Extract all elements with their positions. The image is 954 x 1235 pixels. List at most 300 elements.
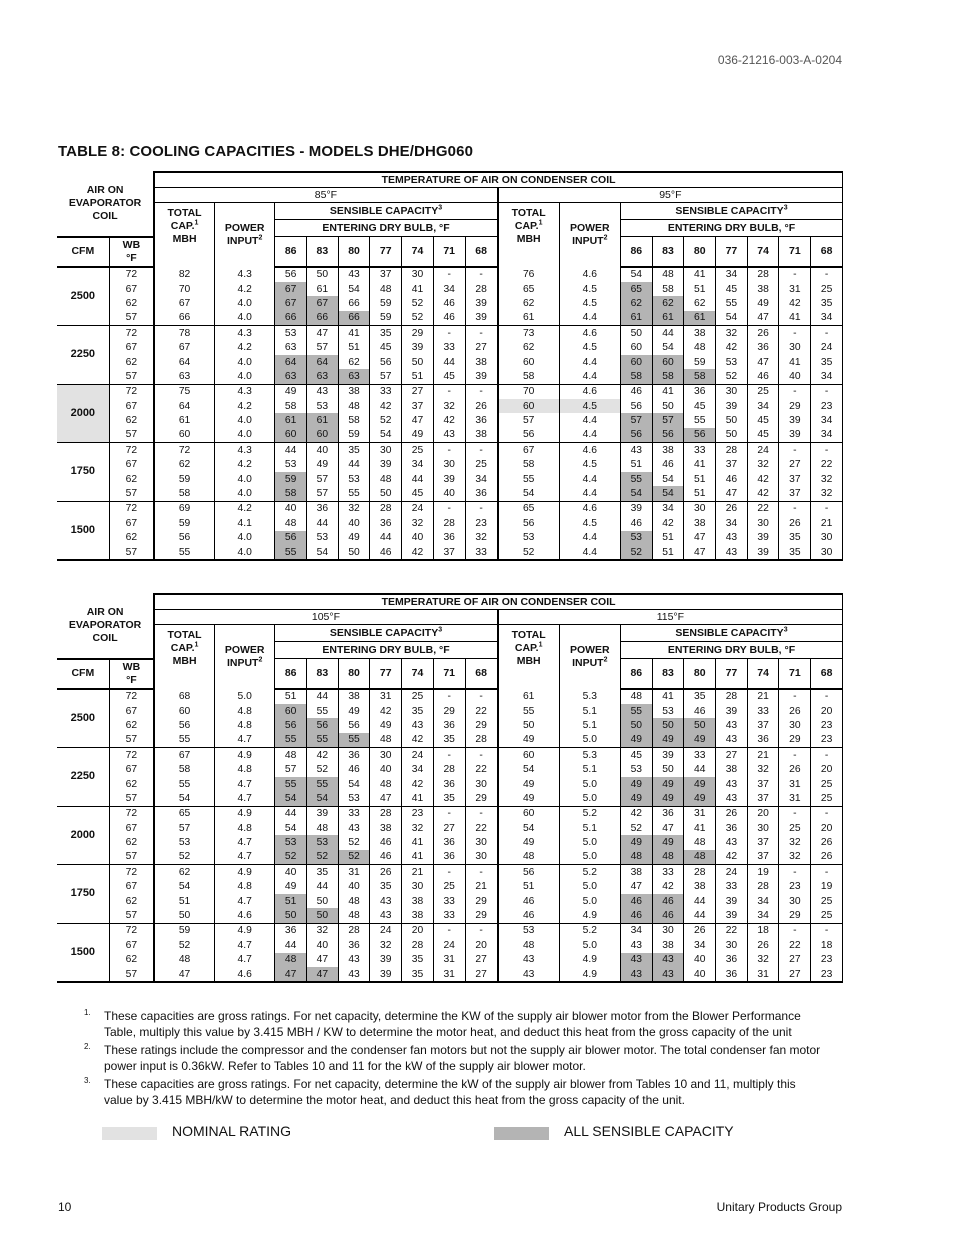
total-capacity-value: 49	[498, 777, 559, 791]
wb-value: 62	[109, 953, 154, 967]
sensible-capacity-value: 60	[307, 428, 339, 443]
sensible-capacity-value: 25	[811, 908, 843, 923]
sensible-capacity-value: 43	[433, 428, 465, 443]
sensible-capacity-value: 43	[338, 821, 370, 835]
power-input-value: 5.0	[559, 733, 620, 748]
sensible-capacity-value: 44	[684, 894, 716, 908]
sensible-capacity-value: 47	[402, 413, 434, 427]
sensible-capacity-value: 52	[620, 821, 652, 835]
cfm-value: 2250	[57, 748, 109, 807]
sensible-capacity-value: 23	[402, 806, 434, 821]
sensible-capacity-value: 55	[620, 472, 652, 486]
sensible-capacity-value: 44	[433, 355, 465, 369]
sensible-capacity-value: 42	[307, 748, 339, 763]
sensible-capacity-value: 53	[338, 791, 370, 806]
table-row	[57, 486, 843, 501]
total-capacity-value: 56	[498, 516, 559, 530]
sensible-capacity-value: 47	[370, 791, 402, 806]
sensible-capacity-value: 50	[652, 399, 684, 413]
total-capacity-value: 49	[498, 835, 559, 849]
sensible-capacity-value: 34	[716, 516, 748, 530]
cfm-value: 1500	[57, 923, 109, 982]
entering-dry-bulb-header: ENTERING DRY BULB, °F	[620, 642, 842, 659]
total-capacity-value: 61	[498, 311, 559, 326]
sensible-capacity-value: 20	[465, 938, 498, 952]
sensible-capacity-value: 39	[465, 311, 498, 326]
dry-bulb-column-header: 68	[811, 237, 843, 267]
total-capacity-value: 59	[154, 923, 214, 938]
sensible-capacity-value: 48	[275, 953, 307, 967]
dry-bulb-column-header: 86	[275, 237, 307, 267]
table-row	[57, 443, 843, 458]
sensible-capacity-value: 36	[370, 516, 402, 530]
total-capacity-value: 62	[154, 865, 214, 880]
sensible-capacity-value: 46	[684, 704, 716, 718]
sensible-capacity-value: -	[465, 443, 498, 458]
sensible-capacity-value: 62	[620, 296, 652, 310]
sensible-capacity-value: 31	[779, 777, 811, 791]
cfm-value: 1500	[57, 501, 109, 560]
wb-value: 62	[109, 472, 154, 486]
sensible-capacity-value: 25	[465, 458, 498, 472]
wb-value: 62	[109, 894, 154, 908]
sensible-capacity-value: 50	[716, 428, 748, 443]
wb-value: 72	[109, 384, 154, 399]
sensible-capacity-value: 41	[338, 326, 370, 341]
sensible-capacity-value: 39	[465, 296, 498, 310]
sensible-capacity-value: 32	[433, 399, 465, 413]
sensible-capacity-value: 30	[811, 531, 843, 545]
sensible-capacity-value: 53	[307, 399, 339, 413]
sensible-capacity-value: -	[465, 267, 498, 282]
table-title: TABLE 8: COOLING CAPACITIES - MODELS DHE/DHG060	[58, 143, 474, 160]
sensible-capacity-value: 34	[747, 908, 779, 923]
power-input-value: 4.9	[214, 748, 274, 763]
sensible-capacity-value: 49	[620, 791, 652, 806]
sensible-capacity-value: 36	[716, 953, 748, 967]
table-row	[57, 545, 843, 560]
power-input-value: 4.4	[559, 486, 620, 501]
dry-bulb-column-header: 68	[811, 659, 843, 689]
dry-bulb-column-header: 83	[307, 237, 339, 267]
sensible-capacity-value: 36	[747, 340, 779, 354]
dry-bulb-column-header: 86	[275, 659, 307, 689]
sensible-capacity-value: 25	[433, 880, 465, 894]
total-capacity-value: 67	[498, 443, 559, 458]
wb-value: 62	[109, 718, 154, 732]
sensible-capacity-value: 48	[338, 894, 370, 908]
sensible-capacity-value: 33	[652, 865, 684, 880]
sensible-capacity-value: 25	[402, 689, 434, 704]
sensible-capacity-value: 55	[307, 704, 339, 718]
power-input-value: 4.2	[214, 399, 274, 413]
total-capacity-value: 72	[154, 443, 214, 458]
total-capacity-value: 51	[154, 894, 214, 908]
entering-dry-bulb-header: ENTERING DRY BULB, °F	[620, 220, 842, 237]
sensible-capacity-value: 48	[652, 267, 684, 282]
sensible-capacity-value: 32	[307, 923, 339, 938]
sensible-capacity-value: 50	[652, 762, 684, 776]
power-input-value: 4.9	[559, 967, 620, 982]
dry-bulb-column-header: 77	[716, 237, 748, 267]
sensible-capacity-value: 63	[275, 369, 307, 384]
wb-value: 57	[109, 908, 154, 923]
nominal-rating-label: NOMINAL RATING	[172, 1123, 292, 1139]
table-row	[57, 311, 843, 326]
sensible-capacity-value: 32	[811, 472, 843, 486]
sensible-capacity-header: SENSIBLE CAPACITY$^3$	[275, 203, 498, 220]
wb-value: 67	[109, 880, 154, 894]
sensible-capacity-value: 20	[811, 762, 843, 776]
sensible-capacity-value: 48	[338, 908, 370, 923]
sensible-capacity-value: 43	[620, 443, 652, 458]
sensible-capacity-value: 67	[275, 296, 307, 310]
sensible-capacity-value: 63	[338, 369, 370, 384]
sensible-capacity-value: 44	[275, 938, 307, 952]
sensible-capacity-value: 38	[652, 938, 684, 952]
total-capacity-value: 43	[498, 953, 559, 967]
total-capacity-value: 52	[154, 850, 214, 865]
wb-value: 72	[109, 689, 154, 704]
sensible-capacity-value: 30	[716, 384, 748, 399]
sensible-capacity-value: 57	[307, 340, 339, 354]
sensible-capacity-value: 47	[307, 953, 339, 967]
total-capacity-value: 43	[498, 967, 559, 982]
sensible-capacity-value: 42	[747, 472, 779, 486]
sensible-capacity-value: 52	[370, 413, 402, 427]
sensible-capacity-value: 51	[652, 531, 684, 545]
sensible-capacity-value: 39	[716, 704, 748, 718]
sensible-capacity-value: 39	[307, 806, 339, 821]
sensible-capacity-value: 54	[652, 486, 684, 501]
sensible-capacity-value: 24	[433, 938, 465, 952]
power-input-value: 4.0	[214, 355, 274, 369]
wb-value: 57	[109, 369, 154, 384]
sensible-capacity-value: 34	[433, 282, 465, 296]
sensible-capacity-value: 28	[465, 282, 498, 296]
sensible-capacity-value: 54	[652, 472, 684, 486]
sensible-capacity-value: 32	[465, 531, 498, 545]
sensible-capacity-value: 48	[684, 835, 716, 849]
sensible-capacity-value: 49	[275, 384, 307, 399]
sensible-capacity-value: 35	[402, 953, 434, 967]
sensible-capacity-value: 51	[684, 472, 716, 486]
wb-value: 72	[109, 267, 154, 282]
total-capacity-value: 55	[154, 777, 214, 791]
sensible-capacity-value: -	[433, 443, 465, 458]
power-input-value: 4.3	[214, 326, 274, 341]
sensible-capacity-value: 38	[747, 282, 779, 296]
sensible-capacity-value: 53	[620, 531, 652, 545]
sensible-capacity-value: 38	[465, 355, 498, 369]
sensible-capacity-value: 48	[652, 850, 684, 865]
sensible-capacity-value: 40	[684, 967, 716, 982]
sensible-capacity-value: 42	[652, 880, 684, 894]
sensible-capacity-value: 36	[433, 777, 465, 791]
table-row	[57, 458, 843, 472]
sensible-capacity-value: 59	[370, 311, 402, 326]
power-input-value: 4.8	[214, 880, 274, 894]
sensible-capacity-value: 48	[684, 340, 716, 354]
sensible-capacity-value: 48	[338, 399, 370, 413]
sensible-capacity-value: 46	[620, 894, 652, 908]
sensible-capacity-value: 39	[747, 545, 779, 560]
wb-value: 67	[109, 516, 154, 530]
wb-value: 57	[109, 850, 154, 865]
sensible-capacity-value: 34	[402, 458, 434, 472]
wb-value: 72	[109, 865, 154, 880]
wb-value: 62	[109, 835, 154, 849]
power-input-value: 4.0	[214, 311, 274, 326]
sensible-capacity-value: 66	[275, 311, 307, 326]
sensible-capacity-value: 28	[338, 923, 370, 938]
sensible-capacity-value: 41	[779, 311, 811, 326]
dry-bulb-column-header: 74	[402, 237, 434, 267]
sensible-capacity-value: 46	[338, 762, 370, 776]
sensible-capacity-value: 53	[620, 762, 652, 776]
total-capacity-value: 58	[498, 369, 559, 384]
sensible-capacity-value: -	[811, 326, 843, 341]
sensible-capacity-value: 58	[652, 369, 684, 384]
sensible-capacity-value: 61	[684, 311, 716, 326]
total-capacity-value: 60	[498, 399, 559, 413]
power-input-value: 4.9	[214, 865, 274, 880]
sensible-capacity-value: -	[465, 923, 498, 938]
total-capacity-value: 56	[154, 718, 214, 732]
power-input-value: 4.8	[214, 762, 274, 776]
sensible-capacity-value: 50	[338, 545, 370, 560]
sensible-capacity-value: 52	[338, 850, 370, 865]
sensible-capacity-value: 56	[652, 428, 684, 443]
dry-bulb-column-header: 83	[307, 659, 339, 689]
nominal-rating-swatch	[102, 1127, 157, 1140]
sensible-capacity-value: 39	[370, 967, 402, 982]
dry-bulb-column-header: 74	[747, 237, 779, 267]
total-capacity-value: 55	[154, 545, 214, 560]
power-input-value: 4.6	[559, 384, 620, 399]
sensible-capacity-value: 35	[402, 704, 434, 718]
sensible-capacity-value: 48	[620, 689, 652, 704]
sensible-capacity-value: 39	[370, 953, 402, 967]
sensible-capacity-value: 54	[620, 267, 652, 282]
sensible-capacity-value: 51	[620, 458, 652, 472]
total-capacity-value: 63	[154, 369, 214, 384]
total-capacity-value: 54	[498, 486, 559, 501]
power-input-value: 5.0	[214, 689, 274, 704]
sensible-capacity-value: 34	[716, 267, 748, 282]
power-input-value: 4.0	[214, 472, 274, 486]
sensible-capacity-value: 57	[307, 472, 339, 486]
dry-bulb-column-header: 83	[652, 659, 684, 689]
power-input-value: 4.6	[559, 443, 620, 458]
wb-value: 67	[109, 399, 154, 413]
sensible-capacity-value: 45	[370, 340, 402, 354]
sensible-capacity-value: 40	[275, 501, 307, 516]
power-input-value: 4.8	[214, 821, 274, 835]
total-capacity-value: 48	[498, 850, 559, 865]
sensible-capacity-value: 30	[716, 938, 748, 952]
sensible-capacity-value: 45	[620, 748, 652, 763]
sensible-capacity-value: 32	[338, 501, 370, 516]
sensible-capacity-value: 36	[716, 821, 748, 835]
power-input-value: 4.2	[214, 458, 274, 472]
sensible-capacity-value: 54	[275, 821, 307, 835]
power-input-value: 4.6	[214, 908, 274, 923]
table-row	[57, 282, 843, 296]
sensible-capacity-value: 40	[307, 443, 339, 458]
sensible-capacity-value: 43	[370, 894, 402, 908]
dry-bulb-column-header: 80	[684, 237, 716, 267]
sensible-capacity-value: 38	[402, 908, 434, 923]
table-row	[57, 501, 843, 516]
sensible-capacity-value: 37	[747, 718, 779, 732]
cfm-value: 2000	[57, 384, 109, 443]
power-input-value: 4.3	[214, 443, 274, 458]
cfm-header: CFM	[57, 659, 109, 689]
sensible-capacity-value: 33	[370, 384, 402, 399]
sensible-capacity-value: 38	[370, 821, 402, 835]
total-capacity-value: 58	[498, 458, 559, 472]
table-row	[57, 894, 843, 908]
total-capacity-value: 50	[498, 718, 559, 732]
sensible-capacity-value: 58	[275, 399, 307, 413]
sensible-capacity-value: 28	[370, 501, 402, 516]
dry-bulb-column-header: 77	[716, 659, 748, 689]
sensible-capacity-value: 42	[716, 340, 748, 354]
sensible-capacity-value: 49	[370, 718, 402, 732]
sensible-capacity-value: 30	[652, 923, 684, 938]
sensible-capacity-value: 48	[275, 516, 307, 530]
sensible-capacity-value: 32	[402, 821, 434, 835]
sensible-capacity-value: -	[465, 384, 498, 399]
total-capacity-value: 66	[154, 311, 214, 326]
wb-value: 62	[109, 296, 154, 310]
total-capacity-value: 58	[154, 762, 214, 776]
sensible-capacity-value: 34	[811, 428, 843, 443]
sensible-capacity-value: 66	[338, 296, 370, 310]
sensible-capacity-value: 49	[338, 531, 370, 545]
table-row	[57, 472, 843, 486]
sensible-capacity-value: -	[811, 501, 843, 516]
sensible-capacity-value: 43	[716, 791, 748, 806]
sensible-capacity-value: -	[779, 923, 811, 938]
sensible-capacity-value: 44	[275, 806, 307, 821]
wb-value: 57	[109, 311, 154, 326]
sensible-capacity-value: 59	[275, 472, 307, 486]
cfm-value: 2250	[57, 326, 109, 385]
total-capacity-value: 75	[154, 384, 214, 399]
sensible-capacity-value: 22	[747, 501, 779, 516]
power-input-value: 5.1	[559, 821, 620, 835]
total-capacity-value: 47	[154, 967, 214, 982]
sensible-capacity-value: 64	[307, 355, 339, 369]
sensible-capacity-value: -	[465, 865, 498, 880]
sensible-capacity-value: 52	[307, 762, 339, 776]
sensible-capacity-value: 58	[652, 282, 684, 296]
sensible-capacity-value: 39	[370, 458, 402, 472]
sensible-capacity-value: 56	[338, 718, 370, 732]
cfm-value: 1750	[57, 443, 109, 502]
sensible-capacity-value: 24	[402, 501, 434, 516]
wb-value: 57	[109, 486, 154, 501]
table-row	[57, 531, 843, 545]
total-capacity-value: 48	[154, 953, 214, 967]
sensible-capacity-value: 42	[370, 399, 402, 413]
wb-value: 57	[109, 545, 154, 560]
sensible-capacity-value: 33	[338, 806, 370, 821]
sensible-capacity-value: 52	[620, 545, 652, 560]
sensible-capacity-value: 29	[779, 908, 811, 923]
cfm-value: 2500	[70, 289, 96, 302]
sensible-capacity-value: -	[811, 806, 843, 821]
sensible-capacity-value: 41	[652, 384, 684, 399]
sensible-capacity-value: 34	[811, 413, 843, 427]
sensible-capacity-value: 30	[747, 821, 779, 835]
power-input-value: 4.4	[559, 428, 620, 443]
sensible-capacity-value: 37	[747, 850, 779, 865]
sensible-capacity-value: 50	[370, 486, 402, 501]
outdoor-temp-header: 105°F	[154, 610, 498, 625]
sensible-capacity-value: 55	[275, 777, 307, 791]
power-input-value: 5.1	[559, 704, 620, 718]
table-row	[57, 326, 843, 341]
power-input-value: 4.8	[214, 704, 274, 718]
sensible-capacity-value: 39	[716, 399, 748, 413]
total-capacity-value: 62	[498, 340, 559, 354]
sensible-capacity-value: -	[433, 384, 465, 399]
sensible-capacity-value: 21	[402, 865, 434, 880]
power-input-value: 4.5	[559, 282, 620, 296]
sensible-capacity-value: 40	[275, 865, 307, 880]
sensible-capacity-value: 29	[465, 718, 498, 732]
sensible-capacity-value: 30	[402, 267, 434, 282]
sensible-capacity-value: 42	[370, 704, 402, 718]
dry-bulb-column-header: 68	[465, 659, 498, 689]
sensible-capacity-value: 56	[620, 428, 652, 443]
sensible-capacity-value: 32	[747, 458, 779, 472]
wb-value: 62	[109, 777, 154, 791]
sensible-capacity-value: -	[779, 384, 811, 399]
sensible-capacity-value: 31	[747, 967, 779, 982]
cfm-value: 2500	[70, 711, 96, 724]
sensible-capacity-value: 67	[275, 282, 307, 296]
sensible-capacity-value: 54	[338, 282, 370, 296]
sensible-capacity-value: 63	[275, 340, 307, 354]
wb-header: WB °F	[109, 659, 154, 689]
sensible-capacity-value: 53	[275, 835, 307, 849]
total-capacity-value: 60	[154, 428, 214, 443]
total-capacity-value: 60	[154, 704, 214, 718]
total-capacity-value: 52	[498, 545, 559, 560]
sensible-capacity-value: 55	[684, 413, 716, 427]
sensible-capacity-value: 26	[779, 762, 811, 776]
sensible-capacity-value: 29	[779, 399, 811, 413]
sensible-capacity-value: 37	[779, 472, 811, 486]
cfm-value: 1750	[57, 865, 109, 924]
sensible-capacity-value: 65	[620, 282, 652, 296]
sensible-capacity-value: 35	[370, 326, 402, 341]
sensible-capacity-value: 23	[811, 967, 843, 982]
sensible-capacity-value: 36	[465, 486, 498, 501]
sensible-capacity-value: 46	[433, 296, 465, 310]
wb-value: 57	[109, 791, 154, 806]
power-input-value: 4.7	[214, 733, 274, 748]
table-row	[57, 806, 843, 821]
footer-company: Unitary Products Group	[716, 1200, 842, 1214]
power-input-value: 4.5	[559, 516, 620, 530]
sensible-capacity-value: 55	[716, 296, 748, 310]
table-row	[57, 791, 843, 806]
